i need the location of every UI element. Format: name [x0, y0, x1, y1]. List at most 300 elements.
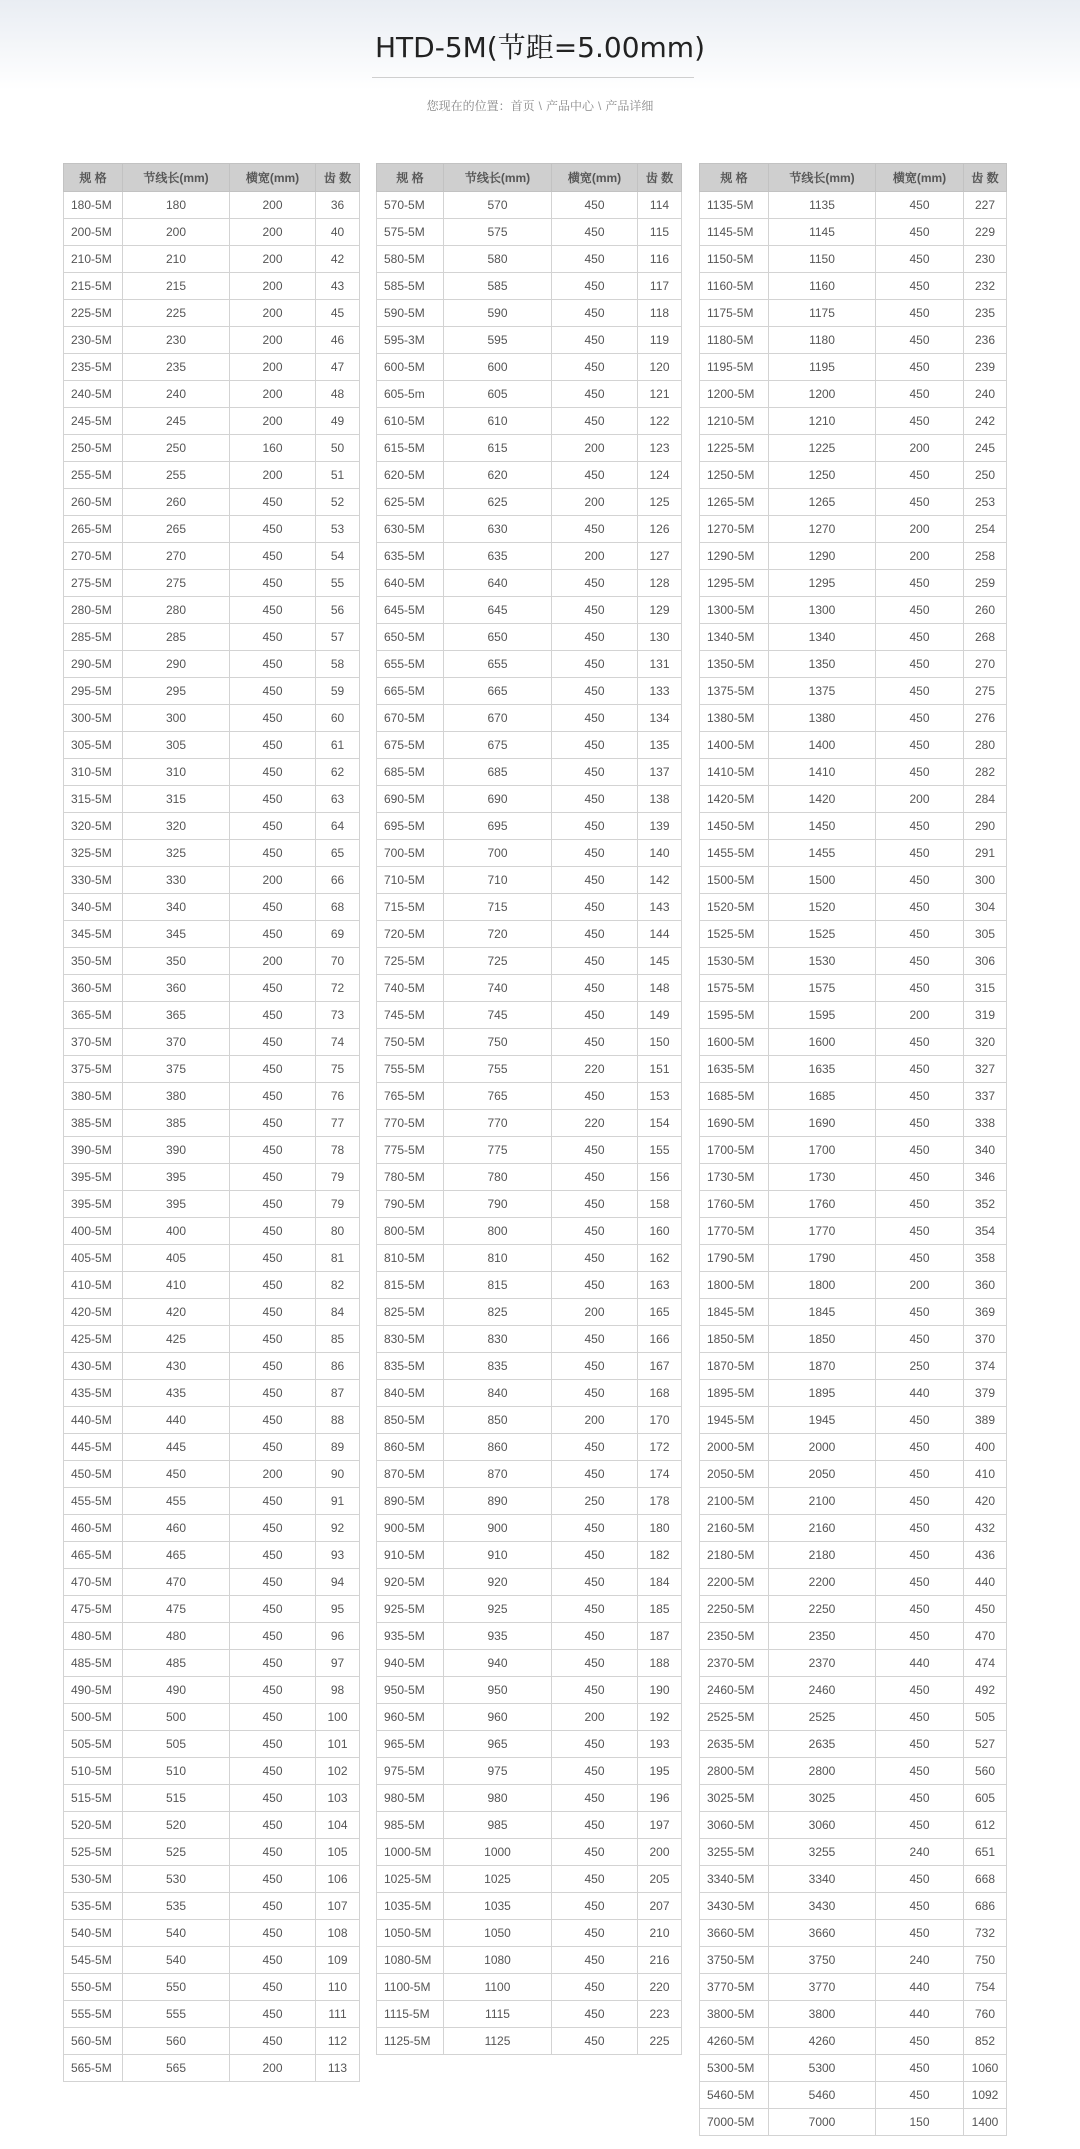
table-row — [700, 1677, 1007, 1704]
cell-pitch-length: 850 — [444, 1407, 552, 1434]
cell-pitch-length: 1700 — [769, 1137, 876, 1164]
cell-pitch-length: 1250 — [769, 462, 876, 489]
cell-width: 450 — [230, 1029, 316, 1056]
cell-spec: 3800-5M — [700, 2001, 769, 2028]
table-row — [64, 300, 360, 327]
table-row — [377, 1650, 682, 1677]
table-row — [64, 1137, 360, 1164]
cell-pitch-length: 1635 — [769, 1056, 876, 1083]
cell-width: 200 — [230, 219, 316, 246]
cell-width: 200 — [552, 1407, 638, 1434]
cell-pitch-length: 950 — [444, 1677, 552, 1704]
cell-pitch-length: 1125 — [444, 2028, 552, 2055]
cell-width: 200 — [230, 462, 316, 489]
cell-spec: 280-5M — [64, 597, 123, 624]
cell-teeth: 304 — [964, 894, 1007, 921]
cell-spec: 1600-5M — [700, 1029, 769, 1056]
cell-teeth: 118 — [638, 300, 682, 327]
cell-teeth: 230 — [964, 246, 1007, 273]
header-teeth: 齿 数 — [964, 164, 1007, 192]
cell-teeth: 88 — [316, 1407, 360, 1434]
cell-spec: 1225-5M — [700, 435, 769, 462]
cell-width: 450 — [876, 462, 964, 489]
cell-pitch-length: 630 — [444, 516, 552, 543]
cell-pitch-length: 800 — [444, 1218, 552, 1245]
cell-spec: 1870-5M — [700, 1353, 769, 1380]
cell-spec: 770-5M — [377, 1110, 444, 1137]
cell-teeth: 117 — [638, 273, 682, 300]
table-row — [64, 1245, 360, 1272]
cell-pitch-length: 3060 — [769, 1812, 876, 1839]
table-row — [64, 1569, 360, 1596]
cell-pitch-length: 1850 — [769, 1326, 876, 1353]
table-row — [700, 489, 1007, 516]
table-row — [64, 1677, 360, 1704]
cell-width: 450 — [552, 1191, 638, 1218]
cell-teeth: 144 — [638, 921, 682, 948]
cell-width: 450 — [876, 300, 964, 327]
cell-spec: 670-5M — [377, 705, 444, 732]
breadcrumb — [0, 97, 1080, 114]
table-row — [377, 1002, 682, 1029]
cell-teeth: 100 — [316, 1704, 360, 1731]
cell-pitch-length: 395 — [123, 1164, 230, 1191]
table-row — [377, 1110, 682, 1137]
cell-teeth: 143 — [638, 894, 682, 921]
cell-pitch-length: 1730 — [769, 1164, 876, 1191]
cell-width: 200 — [552, 489, 638, 516]
cell-pitch-length: 1350 — [769, 651, 876, 678]
table-row — [377, 219, 682, 246]
table-row — [700, 1866, 1007, 1893]
cell-spec: 800-5M — [377, 1218, 444, 1245]
table-row — [700, 246, 1007, 273]
cell-width: 450 — [230, 840, 316, 867]
cell-spec: 3430-5M — [700, 1893, 769, 1920]
table-row — [700, 543, 1007, 570]
cell-width: 440 — [876, 2001, 964, 2028]
cell-teeth: 145 — [638, 948, 682, 975]
cell-spec: 440-5M — [64, 1407, 123, 1434]
cell-teeth: 79 — [316, 1164, 360, 1191]
cell-pitch-length: 1845 — [769, 1299, 876, 1326]
table-row — [700, 408, 1007, 435]
cell-pitch-length: 1525 — [769, 921, 876, 948]
table-row — [700, 1812, 1007, 1839]
table-row — [377, 840, 682, 867]
table-row — [700, 354, 1007, 381]
cell-pitch-length: 985 — [444, 1812, 552, 1839]
cell-pitch-length: 810 — [444, 1245, 552, 1272]
cell-width: 450 — [876, 192, 964, 219]
cell-teeth: 125 — [638, 489, 682, 516]
cell-width: 450 — [552, 462, 638, 489]
table-row — [377, 327, 682, 354]
cell-width: 450 — [876, 1596, 964, 1623]
table-row — [700, 786, 1007, 813]
cell-width: 450 — [876, 327, 964, 354]
cell-spec: 395-5M — [64, 1164, 123, 1191]
cell-teeth: 338 — [964, 1110, 1007, 1137]
cell-spec: 365-5M — [64, 1002, 123, 1029]
cell-spec: 3025-5M — [700, 1785, 769, 1812]
cell-width: 450 — [552, 246, 638, 273]
cell-pitch-length: 2180 — [769, 1542, 876, 1569]
cell-width: 450 — [230, 705, 316, 732]
cell-pitch-length: 3025 — [769, 1785, 876, 1812]
cell-width: 450 — [230, 921, 316, 948]
cell-teeth: 108 — [316, 1920, 360, 1947]
breadcrumb-detail-link[interactable]: 产品详细 — [605, 99, 654, 113]
cell-width: 450 — [876, 2082, 964, 2109]
table-row — [377, 1272, 682, 1299]
table-row — [377, 1920, 682, 1947]
table-row — [377, 597, 682, 624]
table-row — [64, 1515, 360, 1542]
cell-spec: 650-5M — [377, 624, 444, 651]
cell-teeth: 185 — [638, 1596, 682, 1623]
cell-pitch-length: 315 — [123, 786, 230, 813]
table-row — [64, 678, 360, 705]
cell-width: 200 — [230, 327, 316, 354]
cell-spec: 455-5M — [64, 1488, 123, 1515]
cell-pitch-length: 3340 — [769, 1866, 876, 1893]
cell-width: 450 — [876, 1299, 964, 1326]
table-row — [700, 1110, 1007, 1137]
cell-pitch-length: 910 — [444, 1542, 552, 1569]
table-row — [700, 273, 1007, 300]
cell-width: 200 — [230, 408, 316, 435]
cell-teeth: 107 — [316, 1893, 360, 1920]
cell-spec: 1290-5M — [700, 543, 769, 570]
cell-spec: 295-5M — [64, 678, 123, 705]
cell-pitch-length: 1340 — [769, 624, 876, 651]
cell-teeth: 68 — [316, 894, 360, 921]
table-row — [377, 1569, 682, 1596]
cell-spec: 1400-5M — [700, 732, 769, 759]
cell-teeth: 259 — [964, 570, 1007, 597]
cell-spec: 1080-5M — [377, 1947, 444, 1974]
cell-spec: 325-5M — [64, 840, 123, 867]
cell-spec: 625-5M — [377, 489, 444, 516]
cell-width: 450 — [230, 1731, 316, 1758]
header-width: 横宽(mm) — [876, 164, 964, 192]
table-row — [377, 381, 682, 408]
cell-width: 450 — [552, 1920, 638, 1947]
cell-teeth: 153 — [638, 1083, 682, 1110]
cell-pitch-length: 770 — [444, 1110, 552, 1137]
cell-teeth: 43 — [316, 273, 360, 300]
table-row — [377, 1191, 682, 1218]
cell-width: 450 — [552, 1218, 638, 1245]
cell-teeth: 138 — [638, 786, 682, 813]
cell-spec: 700-5M — [377, 840, 444, 867]
cell-teeth: 192 — [638, 1704, 682, 1731]
cell-spec: 500-5M — [64, 1704, 123, 1731]
table-row — [377, 2028, 682, 2055]
cell-spec: 375-5M — [64, 1056, 123, 1083]
cell-width: 450 — [552, 1731, 638, 1758]
cell-teeth: 160 — [638, 1218, 682, 1245]
cell-width: 450 — [230, 1137, 316, 1164]
cell-teeth: 207 — [638, 1893, 682, 1920]
cell-spec: 1250-5M — [700, 462, 769, 489]
cell-pitch-length: 1575 — [769, 975, 876, 1002]
cell-width: 450 — [230, 975, 316, 1002]
cell-pitch-length: 1300 — [769, 597, 876, 624]
cell-width: 450 — [230, 1839, 316, 1866]
cell-pitch-length: 455 — [123, 1488, 230, 1515]
cell-spec: 725-5M — [377, 948, 444, 975]
cell-width: 450 — [552, 1893, 638, 1920]
cell-teeth: 369 — [964, 1299, 1007, 1326]
cell-pitch-length: 475 — [123, 1596, 230, 1623]
table-row — [700, 840, 1007, 867]
cell-pitch-length: 3430 — [769, 1893, 876, 1920]
cell-pitch-length: 940 — [444, 1650, 552, 1677]
cell-width: 450 — [230, 1812, 316, 1839]
cell-width: 450 — [552, 1839, 638, 1866]
cell-width: 450 — [552, 516, 638, 543]
table-row — [64, 921, 360, 948]
cell-pitch-length: 3800 — [769, 2001, 876, 2028]
cell-pitch-length: 180 — [123, 192, 230, 219]
cell-pitch-length: 1210 — [769, 408, 876, 435]
cell-teeth: 62 — [316, 759, 360, 786]
table-row — [700, 1974, 1007, 2001]
cell-pitch-length: 340 — [123, 894, 230, 921]
cell-pitch-length: 935 — [444, 1623, 552, 1650]
cell-pitch-length: 480 — [123, 1623, 230, 1650]
table-row — [700, 1785, 1007, 1812]
cell-teeth: 240 — [964, 381, 1007, 408]
cell-spec: 1160-5M — [700, 273, 769, 300]
cell-pitch-length: 4260 — [769, 2028, 876, 2055]
cell-teeth: 64 — [316, 813, 360, 840]
cell-pitch-length: 530 — [123, 1866, 230, 1893]
cell-width: 200 — [230, 300, 316, 327]
cell-spec: 710-5M — [377, 867, 444, 894]
cell-width: 240 — [876, 1839, 964, 1866]
cell-pitch-length: 1150 — [769, 246, 876, 273]
cell-width: 200 — [552, 1704, 638, 1731]
cell-teeth: 109 — [316, 1947, 360, 1974]
cell-width: 200 — [230, 2055, 316, 2082]
cell-spec: 640-5M — [377, 570, 444, 597]
cell-pitch-length: 725 — [444, 948, 552, 975]
cell-width: 450 — [230, 1596, 316, 1623]
cell-spec: 530-5M — [64, 1866, 123, 1893]
cell-spec: 1200-5M — [700, 381, 769, 408]
table-row — [64, 1164, 360, 1191]
table-row — [377, 1245, 682, 1272]
header-pitch-length: 节线长(mm) — [769, 164, 876, 192]
cell-width: 450 — [230, 678, 316, 705]
table-row — [700, 1947, 1007, 1974]
cell-spec: 525-5M — [64, 1839, 123, 1866]
cell-teeth: 49 — [316, 408, 360, 435]
cell-spec: 1340-5M — [700, 624, 769, 651]
cell-teeth: 245 — [964, 435, 1007, 462]
cell-spec: 475-5M — [64, 1596, 123, 1623]
cell-teeth: 112 — [316, 2028, 360, 2055]
cell-teeth: 59 — [316, 678, 360, 705]
cell-teeth: 205 — [638, 1866, 682, 1893]
cell-pitch-length: 560 — [123, 2028, 230, 2055]
cell-spec: 570-5M — [377, 192, 444, 219]
table-row — [64, 273, 360, 300]
table-row — [700, 1569, 1007, 1596]
cell-width: 450 — [876, 1488, 964, 1515]
breadcrumb-products-link[interactable]: 产品中心 — [546, 99, 595, 113]
cell-pitch-length: 830 — [444, 1326, 552, 1353]
cell-width: 200 — [876, 1272, 964, 1299]
cell-pitch-length: 510 — [123, 1758, 230, 1785]
table-row — [64, 219, 360, 246]
cell-spec: 380-5M — [64, 1083, 123, 1110]
cell-teeth: 116 — [638, 246, 682, 273]
cell-pitch-length: 1895 — [769, 1380, 876, 1407]
cell-pitch-length: 585 — [444, 273, 552, 300]
cell-spec: 2800-5M — [700, 1758, 769, 1785]
cell-pitch-length: 485 — [123, 1650, 230, 1677]
cell-width: 450 — [552, 1596, 638, 1623]
cell-pitch-length: 1380 — [769, 705, 876, 732]
cell-teeth: 612 — [964, 1812, 1007, 1839]
table-row — [64, 1731, 360, 1758]
cell-spec: 975-5M — [377, 1758, 444, 1785]
cell-teeth: 560 — [964, 1758, 1007, 1785]
cell-pitch-length: 515 — [123, 1785, 230, 1812]
header-width: 横宽(mm) — [552, 164, 638, 192]
cell-spec: 180-5M — [64, 192, 123, 219]
cell-width: 450 — [230, 759, 316, 786]
cell-pitch-length: 690 — [444, 786, 552, 813]
cell-width: 450 — [552, 840, 638, 867]
cell-spec: 300-5M — [64, 705, 123, 732]
cell-teeth: 158 — [638, 1191, 682, 1218]
cell-spec: 790-5M — [377, 1191, 444, 1218]
cell-width: 450 — [230, 786, 316, 813]
cell-width: 450 — [230, 1785, 316, 1812]
cell-teeth: 340 — [964, 1137, 1007, 1164]
cell-width: 450 — [552, 678, 638, 705]
cell-spec: 515-5M — [64, 1785, 123, 1812]
cell-spec: 1195-5M — [700, 354, 769, 381]
cell-pitch-length: 590 — [444, 300, 552, 327]
cell-width: 450 — [552, 1785, 638, 1812]
cell-width: 250 — [876, 1353, 964, 1380]
cell-spec: 600-5M — [377, 354, 444, 381]
table-row — [377, 921, 682, 948]
spec-table-header — [700, 164, 1007, 192]
cell-teeth: 90 — [316, 1461, 360, 1488]
table-row — [64, 1218, 360, 1245]
cell-width: 450 — [230, 1677, 316, 1704]
cell-spec: 1100-5M — [377, 1974, 444, 2001]
cell-spec: 1050-5M — [377, 1920, 444, 1947]
cell-pitch-length: 275 — [123, 570, 230, 597]
cell-spec: 620-5M — [377, 462, 444, 489]
table-row — [64, 1866, 360, 1893]
title-divider — [372, 77, 694, 78]
cell-pitch-length: 235 — [123, 354, 230, 381]
table-row — [377, 1758, 682, 1785]
cell-width: 450 — [552, 894, 638, 921]
cell-pitch-length: 1265 — [769, 489, 876, 516]
cell-pitch-length: 1595 — [769, 1002, 876, 1029]
cell-spec: 1450-5M — [700, 813, 769, 840]
cell-width: 440 — [876, 1974, 964, 2001]
table-row — [377, 543, 682, 570]
cell-spec: 1035-5M — [377, 1893, 444, 1920]
cell-teeth: 352 — [964, 1191, 1007, 1218]
table-row — [64, 759, 360, 786]
cell-teeth: 128 — [638, 570, 682, 597]
table-row — [64, 1002, 360, 1029]
cell-width: 450 — [552, 921, 638, 948]
cell-pitch-length: 825 — [444, 1299, 552, 1326]
cell-spec: 605-5m — [377, 381, 444, 408]
cell-width: 450 — [230, 1704, 316, 1731]
cell-width: 200 — [876, 543, 964, 570]
cell-pitch-length: 580 — [444, 246, 552, 273]
cell-teeth: 127 — [638, 543, 682, 570]
cell-spec: 250-5M — [64, 435, 123, 462]
cell-spec: 315-5M — [64, 786, 123, 813]
cell-spec: 320-5M — [64, 813, 123, 840]
cell-teeth: 254 — [964, 516, 1007, 543]
table-row — [64, 1542, 360, 1569]
table-row — [377, 1785, 682, 1812]
cell-width: 450 — [552, 813, 638, 840]
cell-spec: 285-5M — [64, 624, 123, 651]
cell-pitch-length: 435 — [123, 1380, 230, 1407]
cell-spec: 1210-5M — [700, 408, 769, 435]
cell-spec: 245-5M — [64, 408, 123, 435]
cell-spec: 950-5M — [377, 1677, 444, 1704]
breadcrumb-home-link[interactable]: 首页 — [510, 99, 535, 113]
table-row — [700, 1515, 1007, 1542]
cell-teeth: 61 — [316, 732, 360, 759]
table-row — [64, 1947, 360, 1974]
cell-pitch-length: 465 — [123, 1542, 230, 1569]
table-row — [377, 1461, 682, 1488]
cell-teeth: 178 — [638, 1488, 682, 1515]
cell-spec: 715-5M — [377, 894, 444, 921]
cell-pitch-length: 5460 — [769, 2082, 876, 2109]
cell-width: 450 — [230, 1110, 316, 1137]
cell-pitch-length: 1050 — [444, 1920, 552, 1947]
cell-spec: 1375-5M — [700, 678, 769, 705]
cell-teeth: 852 — [964, 2028, 1007, 2055]
cell-teeth: 97 — [316, 1650, 360, 1677]
table-row — [64, 1029, 360, 1056]
cell-spec: 645-5M — [377, 597, 444, 624]
cell-teeth: 379 — [964, 1380, 1007, 1407]
cell-spec: 2350-5M — [700, 1623, 769, 1650]
table-row — [64, 624, 360, 651]
cell-teeth: 374 — [964, 1353, 1007, 1380]
cell-spec: 1635-5M — [700, 1056, 769, 1083]
table-row — [700, 570, 1007, 597]
cell-width: 450 — [230, 543, 316, 570]
cell-pitch-length: 920 — [444, 1569, 552, 1596]
cell-pitch-length: 1175 — [769, 300, 876, 327]
cell-pitch-length: 450 — [123, 1461, 230, 1488]
cell-pitch-length: 250 — [123, 435, 230, 462]
cell-teeth: 52 — [316, 489, 360, 516]
